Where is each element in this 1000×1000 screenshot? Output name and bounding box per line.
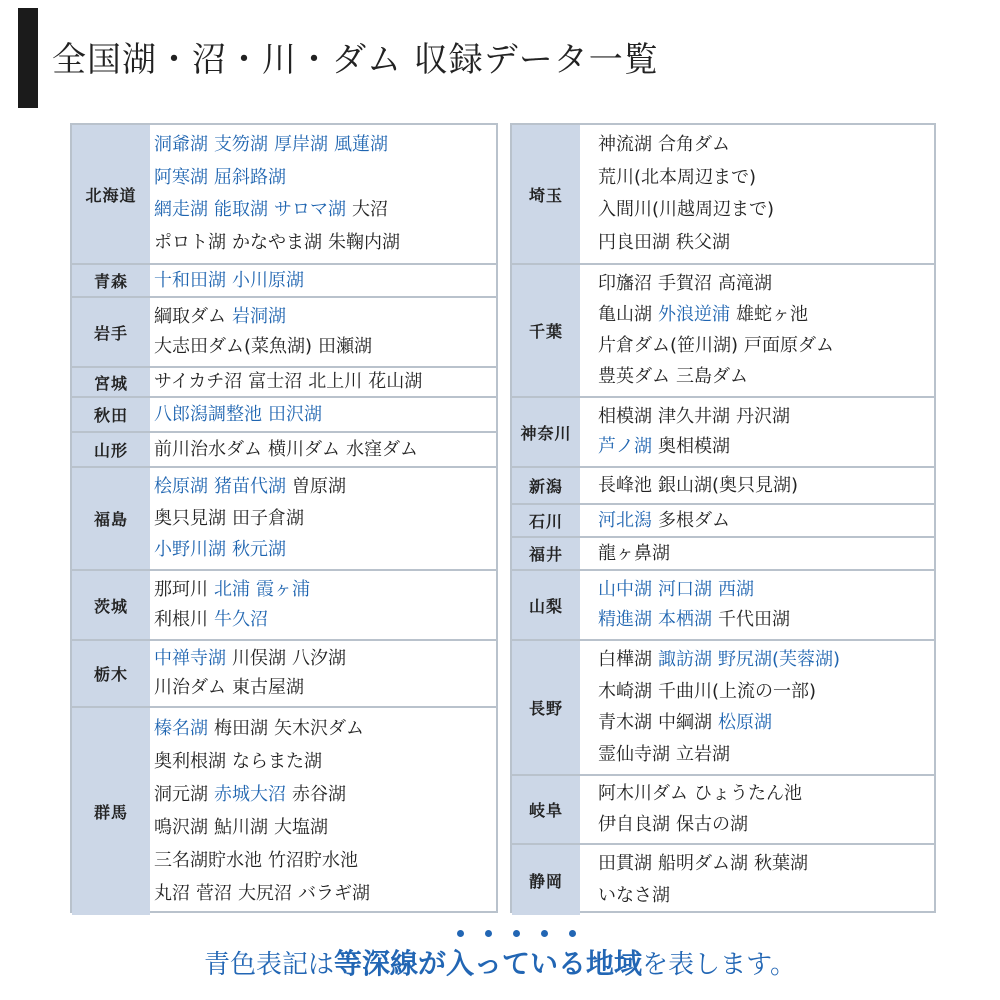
pref-row [72, 641, 496, 708]
lake-name: 竹沼貯水池 [268, 850, 358, 871]
pref-label: 山形 [72, 433, 150, 466]
lake-line [598, 509, 934, 533]
lake-name: 戸面原ダム [744, 335, 835, 356]
lake-lines [598, 398, 934, 466]
lake-line [598, 542, 934, 566]
emphasis-dot [457, 930, 464, 937]
lake-line [598, 365, 934, 389]
lake-line [154, 198, 496, 222]
lake-name: 合角ダム [658, 134, 730, 156]
pref-row [512, 468, 934, 505]
legend-note [0, 942, 1000, 982]
lake-name: 八汐湖 [292, 647, 346, 669]
lake-name-with-contours: 野尻湖(芙蓉湖) [718, 649, 841, 671]
lake-line [154, 370, 496, 394]
pref-label: 山梨 [512, 571, 580, 639]
lake-name: 奥只見湖 [154, 507, 226, 529]
lake-name-with-contours: 屈斜路湖 [214, 166, 286, 188]
lake-line [598, 711, 934, 735]
lake-line [598, 303, 934, 327]
lake-name-with-contours: 阿寒湖 [154, 166, 208, 188]
lake-name-with-contours: 榛名湖 [154, 718, 208, 739]
left-table [70, 123, 498, 913]
lake-line [598, 166, 934, 190]
lake-lines [598, 468, 934, 503]
pref-row [512, 125, 934, 265]
lake-lines [598, 776, 934, 843]
lake-name: 田貫湖 [598, 853, 652, 875]
lake-name-with-contours: 精進湖 [598, 609, 652, 631]
lake-line [154, 475, 496, 499]
lake-line [598, 334, 934, 358]
lake-lines [154, 468, 496, 569]
lake-name: 曽原湖 [292, 476, 346, 498]
pref-label: 茨城 [72, 571, 150, 639]
lake-name: 保古の湖 [676, 813, 748, 835]
lake-lines [598, 265, 934, 396]
pref-row [512, 571, 934, 641]
lake-name: 赤谷湖 [292, 784, 346, 805]
lake-name: 木崎湖 [598, 680, 652, 702]
lake-line [598, 608, 934, 632]
lake-name: 入間川(川越周辺まで) [598, 199, 775, 221]
lake-name: 大塩湖 [274, 817, 328, 838]
title-accent-bar [18, 8, 38, 108]
legend-emphasis-2 [446, 942, 586, 982]
lake-line [154, 750, 496, 774]
emphasis-dots [446, 930, 586, 937]
lake-lines [598, 538, 934, 569]
lake-name: 北上川 [308, 371, 363, 392]
pref-label: 新潟 [512, 468, 580, 503]
lake-name: 荒川(北本周辺まで) [598, 166, 757, 188]
lake-name: いなさ湖 [598, 884, 670, 906]
pref-row [72, 298, 496, 368]
lake-line [154, 882, 496, 906]
lake-name: 梅田湖 [214, 718, 268, 739]
pref-label: 石川 [512, 505, 580, 536]
lake-name: 大尻沼 [238, 883, 292, 904]
lake-name: 川治ダム [154, 677, 226, 699]
lake-name: 神流湖 [598, 134, 652, 156]
page-title: 全国湖・沼・川・ダム 収録データ一覧 [52, 40, 659, 80]
pref-row [72, 398, 496, 433]
lake-line [154, 816, 496, 840]
lake-lines [154, 368, 496, 396]
lake-name-with-contours: 霞ヶ浦 [256, 578, 310, 600]
lake-line [598, 578, 934, 602]
lake-name: 長峰池 [598, 474, 652, 496]
lake-name-with-contours: サロマ湖 [274, 199, 346, 221]
lake-line [598, 474, 934, 498]
lake-name: 田子倉湖 [232, 507, 304, 529]
lake-name-with-contours: 諏訪湖 [658, 649, 712, 671]
pref-row [512, 641, 934, 776]
lake-name-with-contours: 桧原湖 [154, 476, 208, 498]
pref-label: 千葉 [512, 265, 580, 396]
pref-label: 秋田 [72, 398, 150, 431]
lake-name: 花山湖 [368, 371, 423, 392]
lake-name-with-contours: 網走湖 [154, 199, 208, 221]
lake-line [598, 852, 934, 876]
pref-label: 福島 [72, 468, 150, 569]
lake-name: 手賀沼 [658, 273, 712, 294]
lake-line [598, 884, 934, 908]
lake-name: サイカチ沼 [154, 371, 243, 392]
lake-name: 丸沼 [154, 883, 190, 904]
pref-row [512, 398, 934, 468]
lake-name-with-contours: 洞爺湖 [154, 134, 208, 156]
lake-lines [154, 433, 496, 466]
lake-line [598, 198, 934, 222]
lake-line [598, 782, 934, 806]
lake-line [154, 783, 496, 807]
lake-name-with-contours: 厚岸湖 [274, 134, 328, 156]
lake-name: 富士沼 [248, 371, 303, 392]
lake-name-with-contours: 中禅寺湖 [154, 647, 226, 669]
emphasis-dot [541, 930, 548, 937]
lake-name-with-contours: 北浦 [214, 578, 250, 600]
lake-lines [598, 125, 934, 263]
lake-name: 千曲川(上流の一部) [658, 680, 817, 702]
lake-name-with-contours: 田沢湖 [268, 403, 322, 425]
pref-label: 青森 [72, 265, 150, 296]
lake-lines [598, 505, 934, 536]
pref-label: 神奈川 [512, 398, 580, 466]
pref-label: 栃木 [72, 641, 150, 706]
lake-name-with-contours: 猪苗代湖 [214, 476, 286, 498]
lake-name: 前川治水ダム [154, 438, 262, 460]
lake-name: 立岩湖 [676, 743, 730, 765]
lake-name: 豊英ダム [598, 366, 670, 387]
lake-name: 千代田湖 [718, 609, 790, 631]
lake-name: 秋葉湖 [754, 853, 808, 875]
lake-name-with-contours: 秋元湖 [232, 538, 286, 560]
pref-row [72, 265, 496, 298]
pref-label: 岐阜 [512, 776, 580, 843]
lake-name: 利根川 [154, 609, 208, 631]
lake-line [598, 680, 934, 704]
lake-name-with-contours: 十和田湖 [154, 269, 226, 291]
lake-lines [154, 708, 496, 915]
pref-row [72, 125, 496, 265]
lake-name-with-contours: 小川原湖 [232, 269, 304, 291]
lake-line [598, 435, 934, 459]
pref-row [72, 433, 496, 468]
lake-name-with-contours: 岩洞湖 [232, 305, 286, 327]
lake-name-with-contours: 松原湖 [718, 712, 772, 734]
lake-name: 秩父湖 [676, 231, 730, 253]
lake-name-with-contours: 小野川湖 [154, 538, 226, 560]
lake-name: 大志田ダム(菜魚湖) [154, 336, 313, 358]
pref-label: 埼玉 [512, 125, 580, 263]
emphasis-dot [569, 930, 576, 937]
lake-name: かなやま湖 [232, 231, 322, 253]
lake-line [598, 133, 934, 157]
lake-line [154, 647, 496, 671]
lake-name: 阿木川ダム [598, 783, 688, 805]
pref-row [512, 776, 934, 845]
lake-name: ひょうたん池 [694, 783, 802, 805]
lake-line [154, 133, 496, 157]
lake-line [154, 538, 496, 562]
lake-name: 水窪ダム [346, 438, 418, 460]
lake-lines [154, 298, 496, 366]
lake-name: 霊仙寺湖 [598, 743, 670, 765]
lake-line [154, 335, 496, 359]
pref-row [512, 505, 934, 538]
lake-name: 丹沢湖 [736, 405, 790, 427]
lake-name: 奥相模湖 [658, 436, 730, 458]
lake-name: 矢木沢ダム [274, 718, 364, 739]
lake-name: 洞元湖 [154, 784, 208, 805]
pref-row [72, 708, 496, 915]
legend-emphasis-2-text: 入っている [446, 947, 587, 980]
lake-lines [598, 571, 934, 639]
lake-name: 中綱湖 [658, 712, 712, 734]
lake-name: 鳴沢湖 [154, 817, 208, 838]
lake-name: 龍ヶ鼻湖 [598, 542, 670, 564]
lake-name: 片倉ダム(笹川湖) [598, 335, 739, 356]
lake-line [154, 231, 496, 255]
lake-name: 相模湖 [598, 405, 652, 427]
lake-name: 鮎川湖 [214, 817, 268, 838]
pref-label: 北海道 [72, 125, 150, 263]
lake-name: 朱鞠内湖 [328, 231, 400, 253]
lake-lines [154, 571, 496, 639]
legend-emphasis-3: 地域 [586, 947, 643, 980]
lake-line [154, 507, 496, 531]
lake-line [154, 849, 496, 873]
lake-lines [154, 125, 496, 263]
lake-name: 奥利根湖 [154, 751, 226, 772]
lake-name: 菅沼 [196, 883, 232, 904]
lake-name: 川俣湖 [232, 647, 286, 669]
lake-name: 雄蛇ヶ池 [736, 304, 808, 325]
lake-line [154, 438, 496, 462]
emphasis-dot [513, 930, 520, 937]
lake-name-with-contours: 赤城大沼 [214, 784, 286, 805]
lake-line [154, 305, 496, 329]
lake-name: 津久井湖 [658, 405, 730, 427]
lake-line [598, 813, 934, 837]
lake-lines [154, 265, 496, 296]
lake-name: 三島ダム [676, 366, 748, 387]
pref-row [512, 845, 934, 915]
pref-label: 岩手 [72, 298, 150, 366]
lake-name-with-contours: 能取湖 [214, 199, 268, 221]
lake-name: 青木湖 [598, 712, 652, 734]
lake-line [154, 676, 496, 700]
lake-name-with-contours: 八郎潟調整池 [154, 403, 262, 425]
lake-line [154, 166, 496, 190]
pref-label: 長野 [512, 641, 580, 774]
lake-lines [598, 641, 934, 774]
lake-name: 印旛沼 [598, 273, 652, 294]
lake-name-with-contours: 支笏湖 [214, 134, 268, 156]
lake-name: 大沼 [352, 199, 388, 221]
lake-name: 横川ダム [268, 438, 340, 460]
lake-name: 東古屋湖 [232, 677, 304, 699]
lake-name-with-contours: 河北潟 [598, 509, 652, 531]
pref-label: 宮城 [72, 368, 150, 396]
lake-name: 船明ダム湖 [658, 853, 748, 875]
legend-text-1: 青色表記は [204, 950, 335, 980]
pref-label: 福井 [512, 538, 580, 569]
pref-row [512, 538, 934, 571]
lake-line [154, 403, 496, 427]
lake-name: 円良田湖 [598, 231, 670, 253]
lake-name-with-contours: 西湖 [718, 578, 754, 600]
lake-name-with-contours: 芦ノ湖 [598, 436, 652, 458]
lake-lines [154, 641, 496, 706]
lake-name: ポロト湖 [154, 231, 226, 253]
lake-line [598, 231, 934, 255]
lake-name-with-contours: 牛久沼 [214, 609, 268, 631]
lake-line [154, 717, 496, 741]
lake-name-with-contours: 本栖湖 [658, 609, 712, 631]
pref-label: 群馬 [72, 708, 150, 915]
lake-name: 白樺湖 [598, 649, 652, 671]
lake-line [154, 578, 496, 602]
lake-line [598, 405, 934, 429]
lake-line [598, 743, 934, 767]
lake-name-with-contours: 風蓮湖 [334, 134, 388, 156]
lake-name: ならまた湖 [232, 751, 322, 772]
lake-name: 高滝湖 [718, 273, 772, 294]
lake-line [598, 648, 934, 672]
legend-text-2: を表します。 [642, 950, 796, 980]
lake-name-with-contours: 河口湖 [658, 578, 712, 600]
lake-name: 伊自良湖 [598, 813, 670, 835]
lake-name: 多根ダム [658, 509, 730, 531]
pref-label: 静岡 [512, 845, 580, 915]
pref-row [512, 265, 934, 398]
right-table [510, 123, 936, 913]
lake-line [598, 272, 934, 296]
pref-row [72, 368, 496, 398]
lake-lines [154, 398, 496, 431]
lake-name: 亀山湖 [598, 304, 652, 325]
lake-name: 那珂川 [154, 578, 208, 600]
lake-lines [598, 845, 934, 915]
lake-name: 田瀬湖 [318, 336, 373, 358]
legend-emphasis-1: 等深線が [334, 947, 447, 980]
lake-name: バラギ湖 [298, 883, 370, 904]
lake-name-with-contours: 山中湖 [598, 578, 652, 600]
pref-row [72, 571, 496, 641]
emphasis-dot [485, 930, 492, 937]
lake-line [154, 608, 496, 632]
lake-line [154, 269, 496, 293]
lake-name-with-contours: 外浪逆浦 [658, 304, 730, 325]
lake-name: 綱取ダム [154, 305, 226, 327]
pref-row [72, 468, 496, 571]
lake-name: 三名湖貯水池 [154, 850, 262, 871]
lake-name: 銀山湖(奥只見湖) [658, 474, 799, 496]
